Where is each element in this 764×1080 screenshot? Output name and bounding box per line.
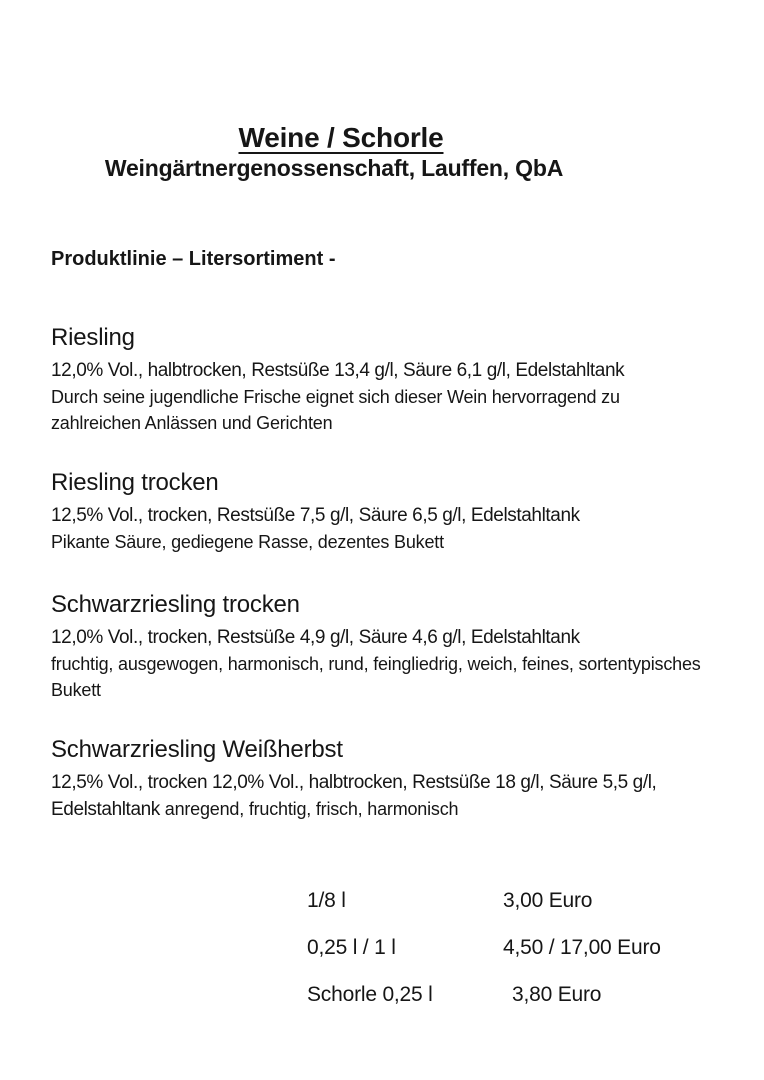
wine-stats-with-inline-description [51,770,713,823]
price-row [307,889,661,915]
wine-stats: 12,5% Vol., trocken 12,0% Vol., halbtrocken, Restsüße 18 g/l, Säure 5,5 g/l, Edelstahltank [51,772,657,820]
wine-name: Schwarzriesling trocken [51,591,300,618]
wine-section-schwarzriesling-weissherbst [51,734,713,823]
page-subtitle: Weingärtnergenossenschaft, Lauffen, QbA [104,155,564,181]
page-title [0,122,682,154]
price-item-label: 0,25 l / 1 l [307,936,396,959]
price-item-label: Schorle 0,25 l [307,983,433,1006]
wine-stats: 12,0% Vol., trocken, Restsüße 4,9 g/l, Säure 4,6 g/l, Edelstahltank [51,627,580,648]
wine-stats: 12,5% Vol., trocken, Restsüße 7,5 g/l, Säure 6,5 g/l, Edelstahltank [51,505,580,526]
price-row [307,936,661,962]
price-item-label: 1/8 l [307,889,346,912]
price-row [307,983,661,1009]
price-table [307,889,661,1030]
wine-section-riesling [51,322,713,436]
price-value: 3,80 Euro [512,983,602,1006]
wine-description: Durch seine jugendliche Frische eignet sich dieser Wein hervorragend zu zahlreichen Anlässen und Gerichten [51,387,620,433]
wine-section-schwarzriesling-trocken [51,589,713,703]
wine-name: Schwarzriesling Weißherbst [51,736,343,763]
price-value: 4,50 / 17,00 Euro [503,936,661,959]
page-title-text: Weine / Schorle [238,121,444,153]
wine-description: fruchtig, ausgewogen, harmonisch, rund, feingliedrig, weich, feines, sortentypisches Bukett [51,654,701,700]
wine-section-riesling-trocken [51,467,713,555]
product-line-heading: Produktlinie – Litersortiment - [51,248,336,270]
wine-name: Riesling [51,324,135,351]
price-value: 3,00 Euro [503,889,593,912]
wine-stats: 12,0% Vol., halbtrocken, Restsüße 13,4 g/l, Säure 6,1 g/l, Edelstahltank [51,360,625,381]
wine-description: anregend, fruchtig, frisch, harmonisch [164,799,459,819]
wine-description: Pikante Säure, gediegene Rasse, dezentes Bukett [51,532,444,552]
wine-name: Riesling trocken [51,469,219,496]
